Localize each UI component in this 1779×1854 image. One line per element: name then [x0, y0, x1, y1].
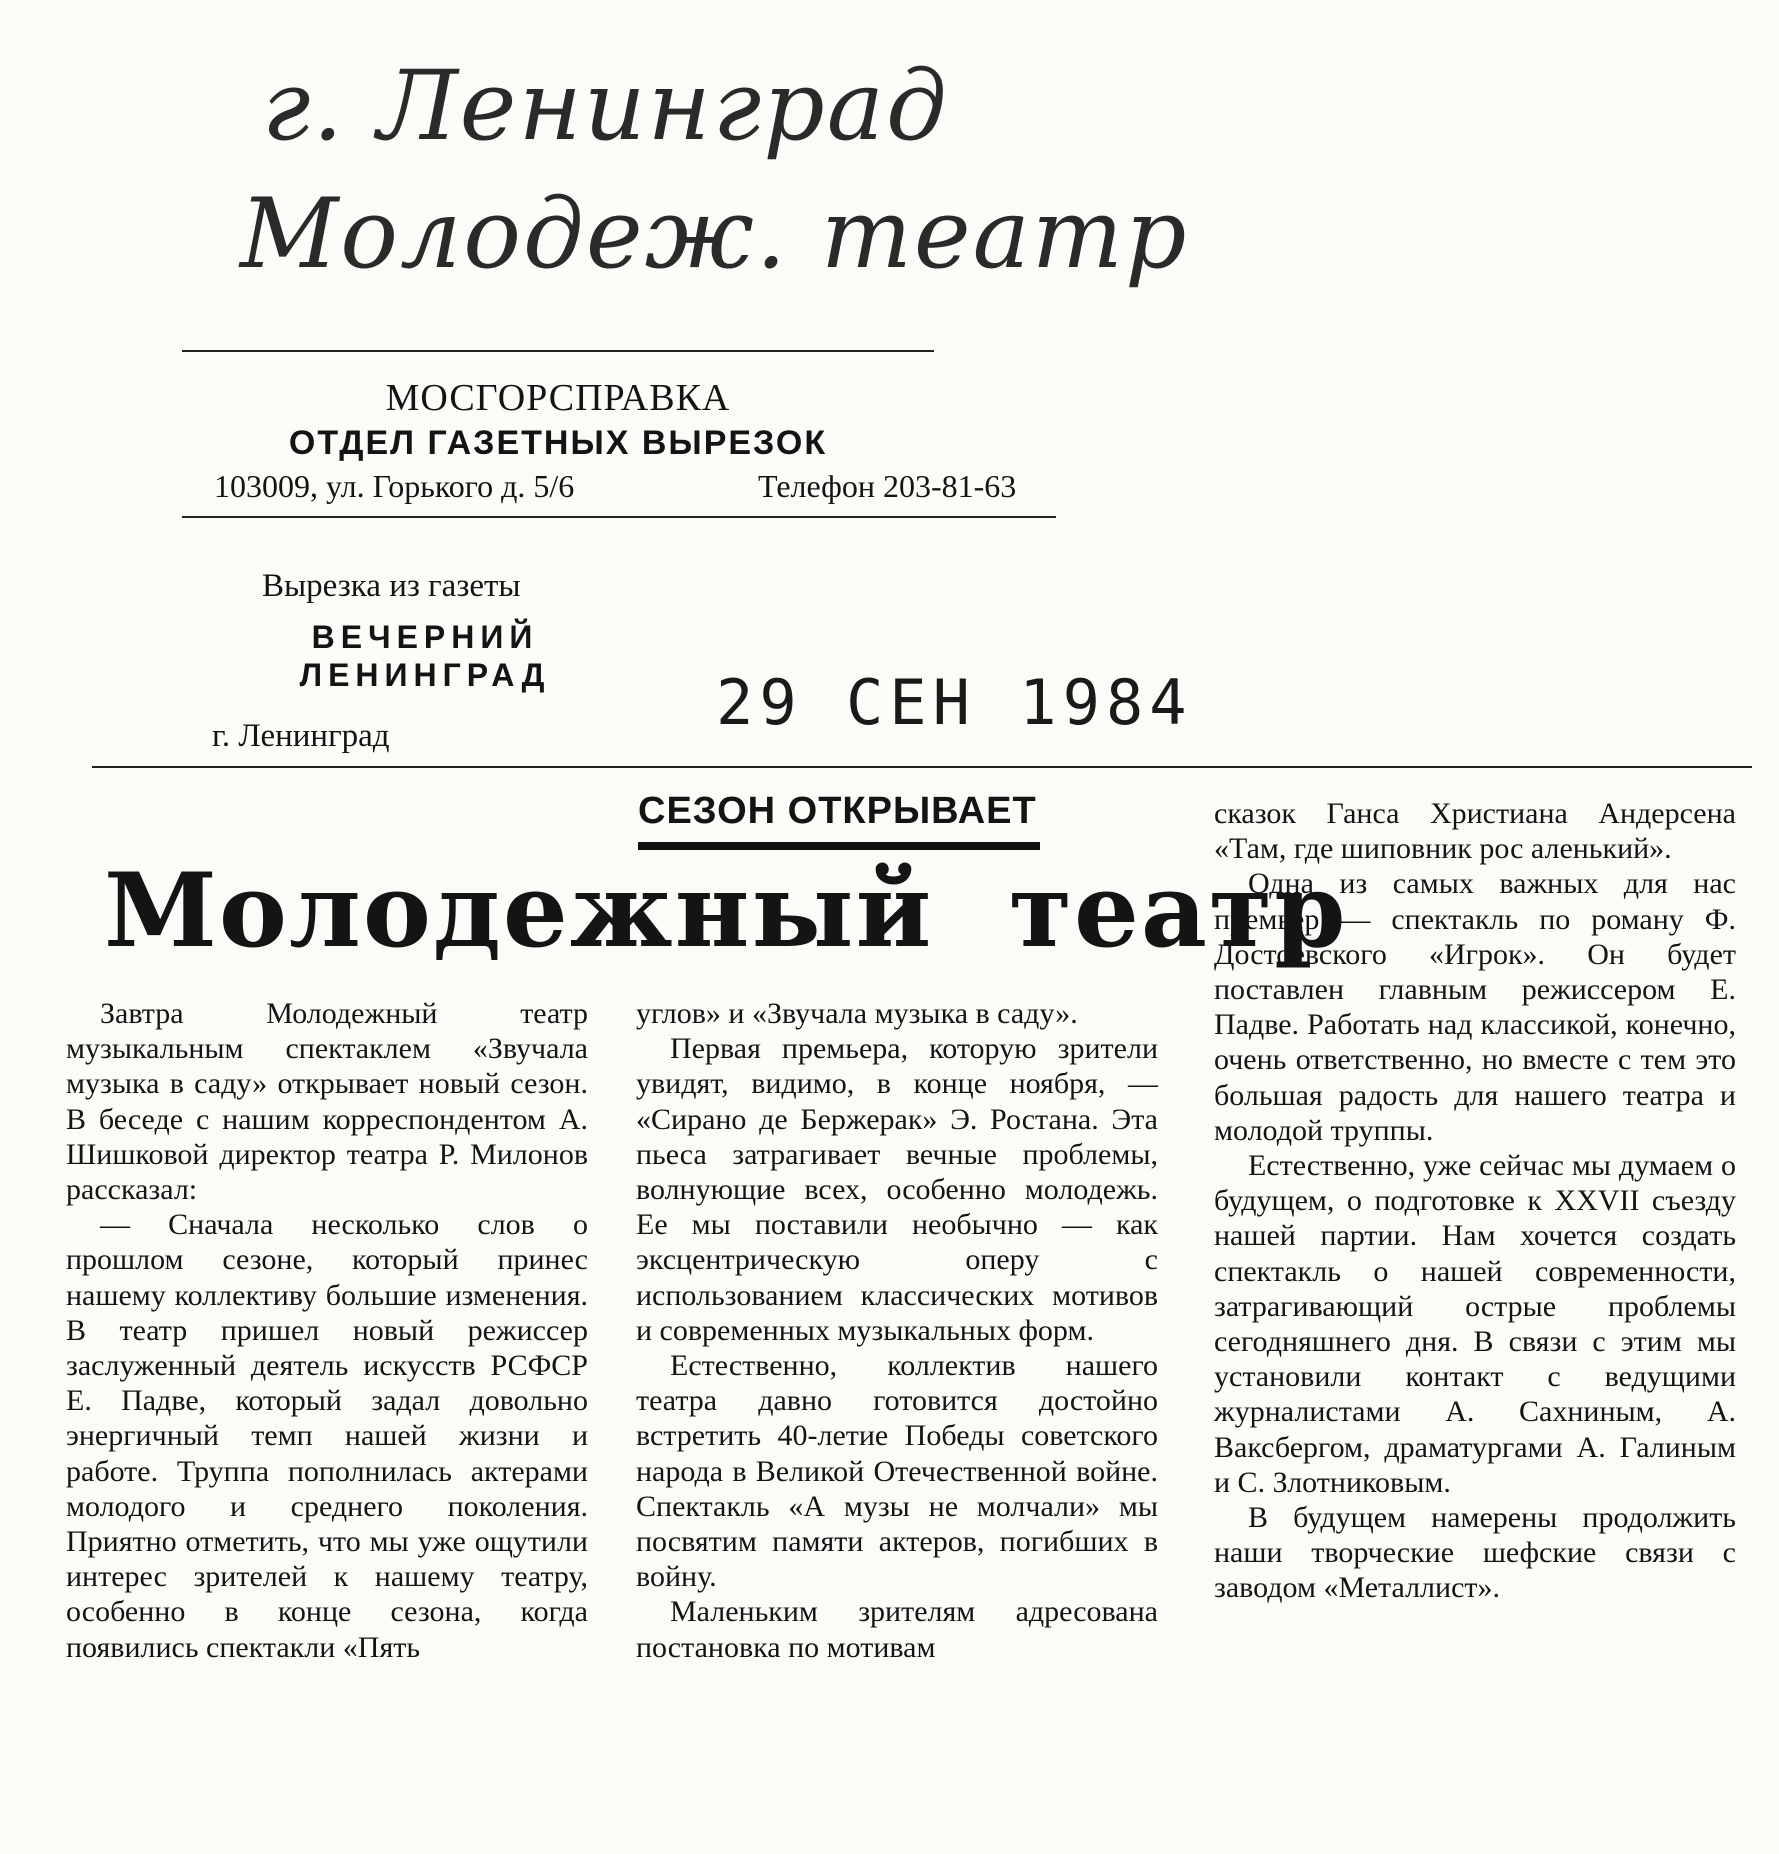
- rubric-underline: [638, 842, 1040, 850]
- newspaper-city: г. Ленинград: [212, 718, 390, 754]
- column-2-paragraph-1: углов» и «Звучала музыка в саду».: [636, 997, 1078, 1030]
- agency-address: 103009, ул. Горького д. 5/6: [214, 468, 575, 504]
- column-3-paragraph-2: Одна из самых важных для нас премьер — спектакль по роману Ф. Достоевского «Игрок». Он будет поставлен главным режиссером Е. Падве. Работать над классикой, конечно, очень ответственно, но вместе с тем это большая радость для нашего театра и молодой труппы.: [1214, 867, 1736, 1147]
- article-rubric: СЕЗОН ОТКРЫВАЕТ: [638, 790, 1037, 832]
- article-column-2: [636, 996, 1158, 1665]
- column-2-paragraph-2: Первая премьера, которую зрители увидят, видимо, в конце ноября, — «Сирано де Бержерак» Э. Ростана. Эта пьеса затрагивает вечные проблемы, волнующие всех, особенно молодежь. Ее мы поставили необычно — как эксцентрическую оперу с использованием классических мотивов и современных музыкальных форм.: [636, 1032, 1158, 1347]
- article-column-1: [66, 996, 588, 1665]
- column-2-paragraph-4: Маленьким зрителям адресована постановка по мотивам: [636, 1595, 1158, 1664]
- department-name: ОТДЕЛ ГАЗЕТНЫХ ВЫРЕЗОК: [288, 424, 828, 462]
- agency-name: МОСГОРСПРАВКА: [385, 377, 731, 419]
- date-stamp: 29 СЕН 1984: [716, 666, 1193, 739]
- header-top-rule: [182, 350, 934, 352]
- newspaper-name-line2: ЛЕНИНГРАД: [299, 657, 551, 693]
- newspaper-name-line1: ВЕЧЕРНИЙ: [311, 619, 539, 655]
- column-3-paragraph-3: Естественно, уже сейчас мы думаем о будущем, о подготовке к XXVII съезду нашей партии. Нам хочется создать спектакль о нашей современности, затрагивающий острые проблемы сегодняшнего дня. В связи с этим мы установили контакт с ведущими журналистами А. Сахниным, А. Ваксбергом, драматургами А. Галиным и С. Злотниковым.: [1214, 1149, 1736, 1499]
- column-3-paragraph-1: сказок Ганса Христиана Андерсена «Там, где шиповник рос аленький».: [1214, 797, 1736, 866]
- handwritten-annotation-line1: г. Ленинград: [262, 50, 949, 162]
- clipping-cut-line: [92, 766, 1752, 768]
- column-1-paragraph-2: — Сначала несколько слов о прошлом сезоне, который принес нашему коллективу большие изменения. В театр пришел новый режиссер заслуженный деятель искусств РСФСР Е. Падве, который задал довольно энергичный темп нашей жизни и работе. Труппа пополнилась актерами молодого и среднего поколения. Приятно отметить, что мы уже ощутили интерес зрителей к нашему театру, особенно в конце сезона, когда появились спектакли «Пять: [66, 1208, 588, 1664]
- header-bottom-rule: [182, 516, 1056, 518]
- clipping-label: Вырезка из газеты: [262, 568, 521, 604]
- column-3-paragraph-4: В будущем намерены продолжить наши творческие шефские связи с заводом «Металлист».: [1214, 1501, 1736, 1605]
- column-2-paragraph-3: Естественно, коллектив нашего театра давно готовится достойно встретить 40-летие Победы советского народа в Великой Отечественной войне. Спектакль «А музы не молчали» мы посвятим памяти актеров, погибших в войну.: [636, 1349, 1158, 1594]
- article-title: Молодежный театр: [104, 851, 1348, 971]
- column-1-paragraph-1: Завтра Молодежный театр музыкальным спектаклем «Звучала музыка в саду» открывает новый сезон. В беседе с нашим корреспондентом А. Шишковой директор театра Р. Милонов рассказал:: [66, 997, 588, 1207]
- agency-phone: Телефон 203-81-63: [758, 468, 1017, 504]
- article-column-3: [1214, 796, 1736, 1606]
- handwritten-annotation-line2: Молодеж. театр: [240, 178, 1189, 290]
